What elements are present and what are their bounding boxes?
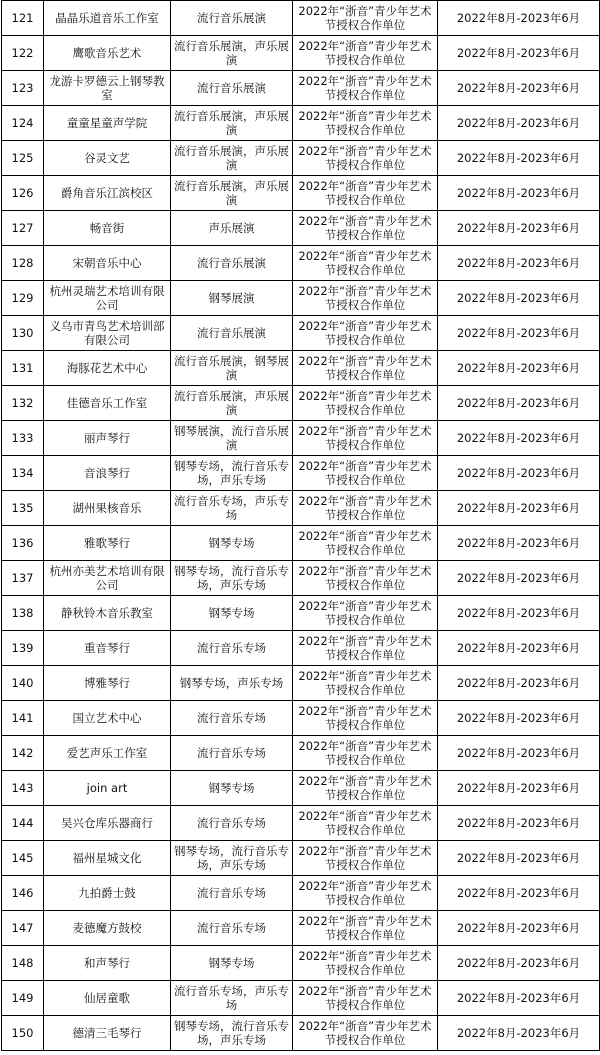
period-cell: 2022年8月-2023年6月 (438, 316, 600, 351)
authorization-cell: 2022年“浙音”青少年艺术节授权合作单位 (293, 176, 438, 211)
authorization-cell: 2022年“浙音”青少年艺术节授权合作单位 (293, 456, 438, 491)
organization-name-cell: 晶晶乐道音乐工作室 (44, 1, 171, 36)
authorization-cell: 2022年“浙音”青少年艺术节授权合作单位 (293, 71, 438, 106)
period-cell: 2022年8月-2023年6月 (438, 36, 600, 71)
period-cell: 2022年8月-2023年6月 (438, 806, 600, 841)
authorization-cell: 2022年“浙音”青少年艺术节授权合作单位 (293, 526, 438, 561)
period-cell: 2022年8月-2023年6月 (438, 1016, 600, 1051)
organization-name-cell: 雅歌琴行 (44, 526, 171, 561)
organization-name-cell: 爱艺声乐工作室 (44, 736, 171, 771)
row-number-cell: 139 (2, 631, 44, 666)
project-cell: 流行音乐专场 (171, 701, 293, 736)
organization-name-cell: 义乌市青鸟艺术培训部有限公司 (44, 316, 171, 351)
row-number-cell: 143 (2, 771, 44, 806)
period-cell: 2022年8月-2023年6月 (438, 421, 600, 456)
row-number-cell: 130 (2, 316, 44, 351)
authorization-cell: 2022年“浙音”青少年艺术节授权合作单位 (293, 911, 438, 946)
row-number-cell: 149 (2, 981, 44, 1016)
table-row (2, 491, 600, 526)
row-number-cell: 141 (2, 701, 44, 736)
project-cell: 流行音乐展演 (171, 316, 293, 351)
period-cell: 2022年8月-2023年6月 (438, 1, 600, 36)
table-row (2, 1016, 600, 1051)
table-row (2, 211, 600, 246)
period-cell: 2022年8月-2023年6月 (438, 631, 600, 666)
authorization-cell: 2022年“浙音”青少年艺术节授权合作单位 (293, 806, 438, 841)
authorization-cell: 2022年“浙音”青少年艺术节授权合作单位 (293, 876, 438, 911)
organization-name-cell: 博雅琴行 (44, 666, 171, 701)
organization-name-cell: 丽声琴行 (44, 421, 171, 456)
row-number-cell: 129 (2, 281, 44, 316)
organization-name-cell: 德清三毛琴行 (44, 1016, 171, 1051)
authorization-cell: 2022年“浙音”青少年艺术节授权合作单位 (293, 1, 438, 36)
organization-name-cell: 童童星童声学院 (44, 106, 171, 141)
project-cell: 钢琴专场 (171, 596, 293, 631)
period-cell: 2022年8月-2023年6月 (438, 841, 600, 876)
authorization-cell: 2022年“浙音”青少年艺术节授权合作单位 (293, 141, 438, 176)
organization-name-cell: join art (44, 771, 171, 806)
table-row (2, 631, 600, 666)
period-cell: 2022年8月-2023年6月 (438, 771, 600, 806)
row-number-cell: 131 (2, 351, 44, 386)
organization-name-cell: 湖州果核音乐 (44, 491, 171, 526)
row-number-cell: 148 (2, 946, 44, 981)
authorization-cell: 2022年“浙音”青少年艺术节授权合作单位 (293, 211, 438, 246)
row-number-cell: 140 (2, 666, 44, 701)
organization-name-cell: 爵角音乐江滨校区 (44, 176, 171, 211)
row-number-cell: 121 (2, 1, 44, 36)
period-cell: 2022年8月-2023年6月 (438, 386, 600, 421)
period-cell: 2022年8月-2023年6月 (438, 981, 600, 1016)
project-cell: 钢琴展演 (171, 281, 293, 316)
table-row (2, 806, 600, 841)
authorization-cell: 2022年“浙音”青少年艺术节授权合作单位 (293, 981, 438, 1016)
project-cell: 流行音乐专场 (171, 806, 293, 841)
authorization-cell: 2022年“浙音”青少年艺术节授权合作单位 (293, 1016, 438, 1051)
row-number-cell: 132 (2, 386, 44, 421)
table-body (2, 1, 600, 1051)
organization-name-cell: 麦德魔方鼓校 (44, 911, 171, 946)
table-row (2, 841, 600, 876)
project-cell: 流行音乐展演，声乐展演 (171, 36, 293, 71)
project-cell: 钢琴专场，流行音乐专场，声乐专场 (171, 841, 293, 876)
table-row (2, 386, 600, 421)
table-row (2, 981, 600, 1016)
table-row (2, 421, 600, 456)
organization-name-cell: 宋朝音乐中心 (44, 246, 171, 281)
project-cell: 钢琴专场，流行音乐专场，声乐专场 (171, 1016, 293, 1051)
row-number-cell: 142 (2, 736, 44, 771)
project-cell: 流行音乐专场 (171, 631, 293, 666)
authorization-cell: 2022年“浙音”青少年艺术节授权合作单位 (293, 701, 438, 736)
project-cell: 流行音乐专场，声乐专场 (171, 491, 293, 526)
row-number-cell: 135 (2, 491, 44, 526)
authorization-cell: 2022年“浙音”青少年艺术节授权合作单位 (293, 421, 438, 456)
project-cell: 流行音乐展演 (171, 1, 293, 36)
row-number-cell: 150 (2, 1016, 44, 1051)
table-row (2, 106, 600, 141)
row-number-cell: 145 (2, 841, 44, 876)
row-number-cell: 134 (2, 456, 44, 491)
organization-name-cell: 福州星城文化 (44, 841, 171, 876)
authorization-cell: 2022年“浙音”青少年艺术节授权合作单位 (293, 666, 438, 701)
table-row (2, 526, 600, 561)
organization-name-cell: 重音琴行 (44, 631, 171, 666)
authorization-cell: 2022年“浙音”青少年艺术节授权合作单位 (293, 386, 438, 421)
organization-name-cell: 杭州灵瑞艺术培训有限公司 (44, 281, 171, 316)
table-row (2, 701, 600, 736)
organization-name-cell: 佳德音乐工作室 (44, 386, 171, 421)
period-cell: 2022年8月-2023年6月 (438, 211, 600, 246)
table-row (2, 911, 600, 946)
row-number-cell: 133 (2, 421, 44, 456)
row-number-cell: 125 (2, 141, 44, 176)
project-cell: 钢琴专场，流行音乐专场，声乐专场 (171, 561, 293, 596)
authorization-cell: 2022年“浙音”青少年艺术节授权合作单位 (293, 596, 438, 631)
organization-name-cell: 鹰歌音乐艺术 (44, 36, 171, 71)
table-row (2, 351, 600, 386)
authorization-cell: 2022年“浙音”青少年艺术节授权合作单位 (293, 631, 438, 666)
row-number-cell: 138 (2, 596, 44, 631)
table-row (2, 946, 600, 981)
row-number-cell: 127 (2, 211, 44, 246)
table-row (2, 561, 600, 596)
project-cell: 流行音乐专场，声乐专场 (171, 981, 293, 1016)
project-cell: 流行音乐展演 (171, 71, 293, 106)
row-number-cell: 137 (2, 561, 44, 596)
authorization-cell: 2022年“浙音”青少年艺术节授权合作单位 (293, 736, 438, 771)
table-row (2, 876, 600, 911)
project-cell: 钢琴专场，流行音乐专场，声乐专场 (171, 456, 293, 491)
period-cell: 2022年8月-2023年6月 (438, 351, 600, 386)
organization-name-cell: 国立艺术中心 (44, 701, 171, 736)
period-cell: 2022年8月-2023年6月 (438, 911, 600, 946)
authorization-cell: 2022年“浙音”青少年艺术节授权合作单位 (293, 36, 438, 71)
authorization-cell: 2022年“浙音”青少年艺术节授权合作单位 (293, 106, 438, 141)
organization-name-cell: 和声琴行 (44, 946, 171, 981)
organization-name-cell: 音浪琴行 (44, 456, 171, 491)
authorization-cell: 2022年“浙音”青少年艺术节授权合作单位 (293, 281, 438, 316)
organization-name-cell: 杭州亦美艺术培训有限公司 (44, 561, 171, 596)
project-cell: 流行音乐展演，钢琴展演 (171, 351, 293, 386)
row-number-cell: 146 (2, 876, 44, 911)
period-cell: 2022年8月-2023年6月 (438, 561, 600, 596)
organization-name-cell: 海豚花艺术中心 (44, 351, 171, 386)
project-cell: 钢琴专场，声乐专场 (171, 666, 293, 701)
partner-table (1, 0, 600, 1051)
period-cell: 2022年8月-2023年6月 (438, 71, 600, 106)
project-cell: 钢琴专场 (171, 771, 293, 806)
row-number-cell: 122 (2, 36, 44, 71)
project-cell: 流行音乐展演 (171, 246, 293, 281)
organization-name-cell: 仙居童歌 (44, 981, 171, 1016)
period-cell: 2022年8月-2023年6月 (438, 246, 600, 281)
project-cell: 声乐展演 (171, 211, 293, 246)
row-number-cell: 147 (2, 911, 44, 946)
row-number-cell: 126 (2, 176, 44, 211)
table-row (2, 281, 600, 316)
period-cell: 2022年8月-2023年6月 (438, 106, 600, 141)
project-cell: 钢琴专场 (171, 946, 293, 981)
organization-name-cell: 静秋铃木音乐教室 (44, 596, 171, 631)
authorization-cell: 2022年“浙音”青少年艺术节授权合作单位 (293, 946, 438, 981)
organization-name-cell: 谷灵文艺 (44, 141, 171, 176)
organization-name-cell: 九拍爵士鼓 (44, 876, 171, 911)
period-cell: 2022年8月-2023年6月 (438, 176, 600, 211)
period-cell: 2022年8月-2023年6月 (438, 456, 600, 491)
organization-name-cell: 吴兴仓库乐器商行 (44, 806, 171, 841)
authorization-cell: 2022年“浙音”青少年艺术节授权合作单位 (293, 316, 438, 351)
period-cell: 2022年8月-2023年6月 (438, 491, 600, 526)
project-cell: 钢琴展演，流行音乐展演 (171, 421, 293, 456)
table-row (2, 36, 600, 71)
period-cell: 2022年8月-2023年6月 (438, 526, 600, 561)
authorization-cell: 2022年“浙音”青少年艺术节授权合作单位 (293, 771, 438, 806)
authorization-cell: 2022年“浙音”青少年艺术节授权合作单位 (293, 561, 438, 596)
period-cell: 2022年8月-2023年6月 (438, 701, 600, 736)
period-cell: 2022年8月-2023年6月 (438, 946, 600, 981)
table-row (2, 176, 600, 211)
authorization-cell: 2022年“浙音”青少年艺术节授权合作单位 (293, 246, 438, 281)
period-cell: 2022年8月-2023年6月 (438, 736, 600, 771)
period-cell: 2022年8月-2023年6月 (438, 876, 600, 911)
row-number-cell: 136 (2, 526, 44, 561)
project-cell: 流行音乐展演，声乐展演 (171, 176, 293, 211)
table-row (2, 596, 600, 631)
table-row (2, 771, 600, 806)
row-number-cell: 144 (2, 806, 44, 841)
project-cell: 流行音乐专场 (171, 876, 293, 911)
project-cell: 流行音乐专场 (171, 911, 293, 946)
period-cell: 2022年8月-2023年6月 (438, 141, 600, 176)
period-cell: 2022年8月-2023年6月 (438, 281, 600, 316)
authorization-cell: 2022年“浙音”青少年艺术节授权合作单位 (293, 351, 438, 386)
organization-name-cell: 畅音街 (44, 211, 171, 246)
table-row (2, 316, 600, 351)
table-row (2, 141, 600, 176)
row-number-cell: 123 (2, 71, 44, 106)
project-cell: 流行音乐展演，声乐展演 (171, 106, 293, 141)
row-number-cell: 124 (2, 106, 44, 141)
period-cell: 2022年8月-2023年6月 (438, 596, 600, 631)
table-row (2, 456, 600, 491)
period-cell: 2022年8月-2023年6月 (438, 666, 600, 701)
authorization-cell: 2022年“浙音”青少年艺术节授权合作单位 (293, 841, 438, 876)
table-row (2, 246, 600, 281)
authorization-cell: 2022年“浙音”青少年艺术节授权合作单位 (293, 491, 438, 526)
project-cell: 流行音乐专场 (171, 736, 293, 771)
row-number-cell: 128 (2, 246, 44, 281)
table-row (2, 736, 600, 771)
project-cell: 流行音乐展演，声乐展演 (171, 141, 293, 176)
project-cell: 钢琴专场 (171, 526, 293, 561)
table-row (2, 666, 600, 701)
table-row (2, 71, 600, 106)
organization-name-cell: 龙游卡罗德云上钢琴教室 (44, 71, 171, 106)
project-cell: 流行音乐展演，声乐展演 (171, 386, 293, 421)
table-row (2, 1, 600, 36)
